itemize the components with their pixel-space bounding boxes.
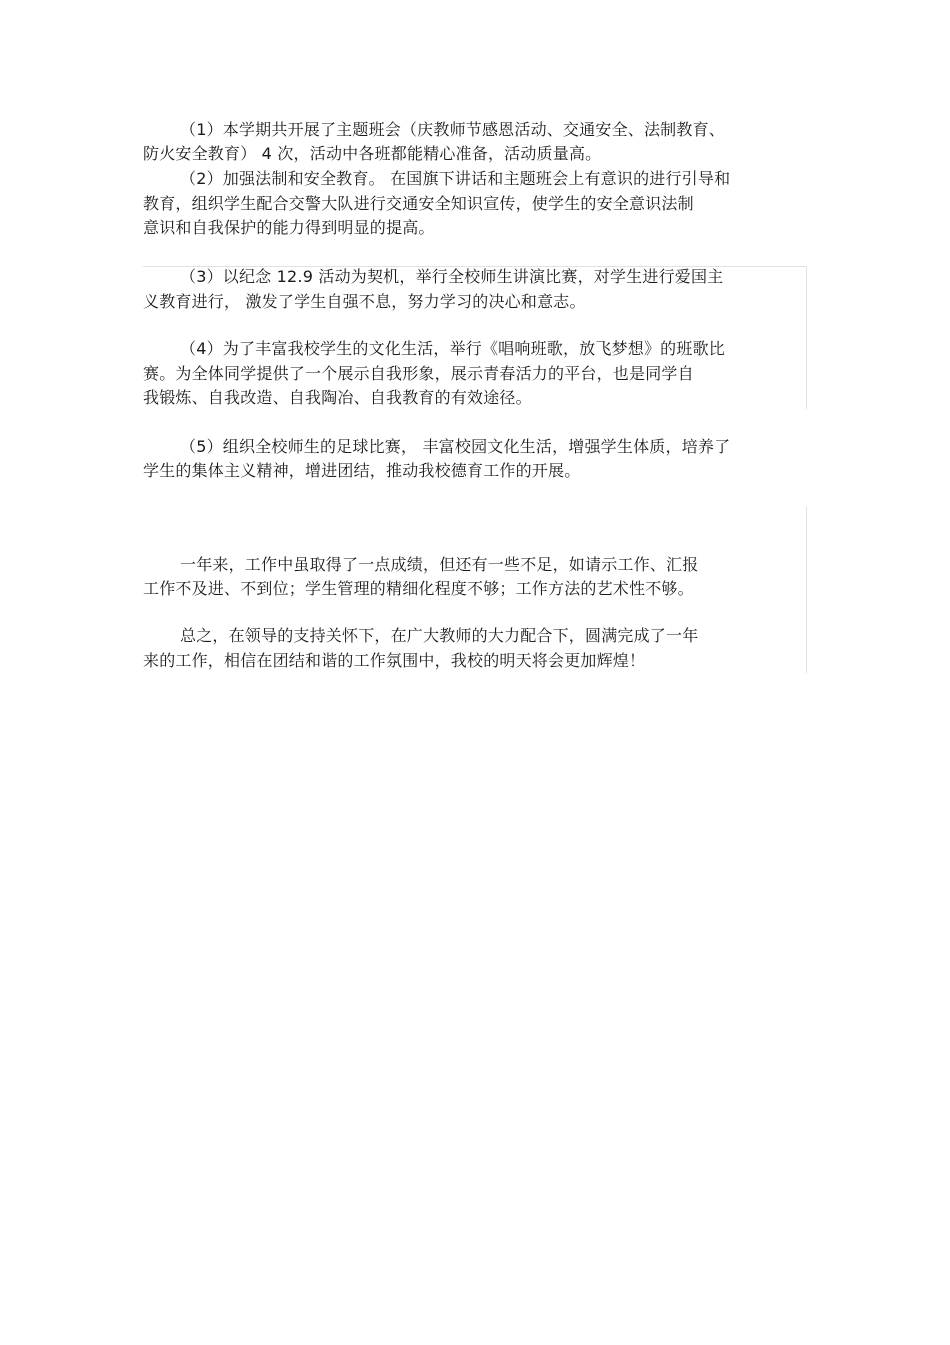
paragraph-2-line-2: 教育，组织学生配合交警大队进行交通安全知识宣传，使学生的安全意识法制 xyxy=(143,194,694,213)
paragraph-3-line-2: 义教育进行， 激发了学生自强不息，努力学习的决心和意志。 xyxy=(143,292,586,311)
paragraph-4-line-3: 我锻炼、自我改造、自我陶冶、自我教育的有效途径。 xyxy=(143,388,532,407)
paragraph-7-line-2: 来的工作，相信在团结和谐的工作氛围中，我校的明天将会更加辉煌！ xyxy=(143,651,646,670)
paragraph-3-line-1: （3）以纪念 12.9 活动为契机，举行全校师生讲演比赛，对学生进行爱国主 xyxy=(180,267,724,286)
paragraph-2-line-3: 意识和自我保护的能力得到明显的提高。 xyxy=(143,218,435,237)
paragraph-5-line-2: 学生的集体主义精神，增进团结，推动我校德育工作的开展。 xyxy=(143,461,581,480)
paragraph-4-line-1: （4）为了丰富我校学生的文化生活，举行《唱响班歌，放飞梦想》的班歌比 xyxy=(180,339,725,358)
paragraph-1-line-1: （1）本学期共开展了主题班会（庆教师节感恩活动、交通安全、法制教育、 xyxy=(180,120,725,139)
paragraph-7-line-1: 总之，在领导的支持关怀下，在广大教师的大力配合下，圆满完成了一年 xyxy=(180,626,699,645)
paragraph-6-line-1: 一年来，工作中虽取得了一点成绩，但还有一些不足，如请示工作、汇报 xyxy=(180,555,699,574)
paragraph-6-line-2: 工作不及进、不到位；学生管理的精细化程度不够；工作方法的艺术性不够。 xyxy=(143,579,694,598)
paragraph-2-line-1: （2）加强法制和安全教育。 在国旗下讲话和主题班会上有意识的进行引导和 xyxy=(180,169,731,188)
paragraph-5-line-1: （5）组织全校师生的足球比赛， 丰富校园文化生活，增强学生体质，培养了 xyxy=(180,437,731,456)
paragraph-1-line-2: 防火安全教育） 4 次，活动中各班都能精心准备，活动质量高。 xyxy=(143,144,602,163)
paragraph-4-line-2: 赛。为全体同学提供了一个展示自我形象，展示青春活力的平台，也是同学自 xyxy=(143,364,694,383)
